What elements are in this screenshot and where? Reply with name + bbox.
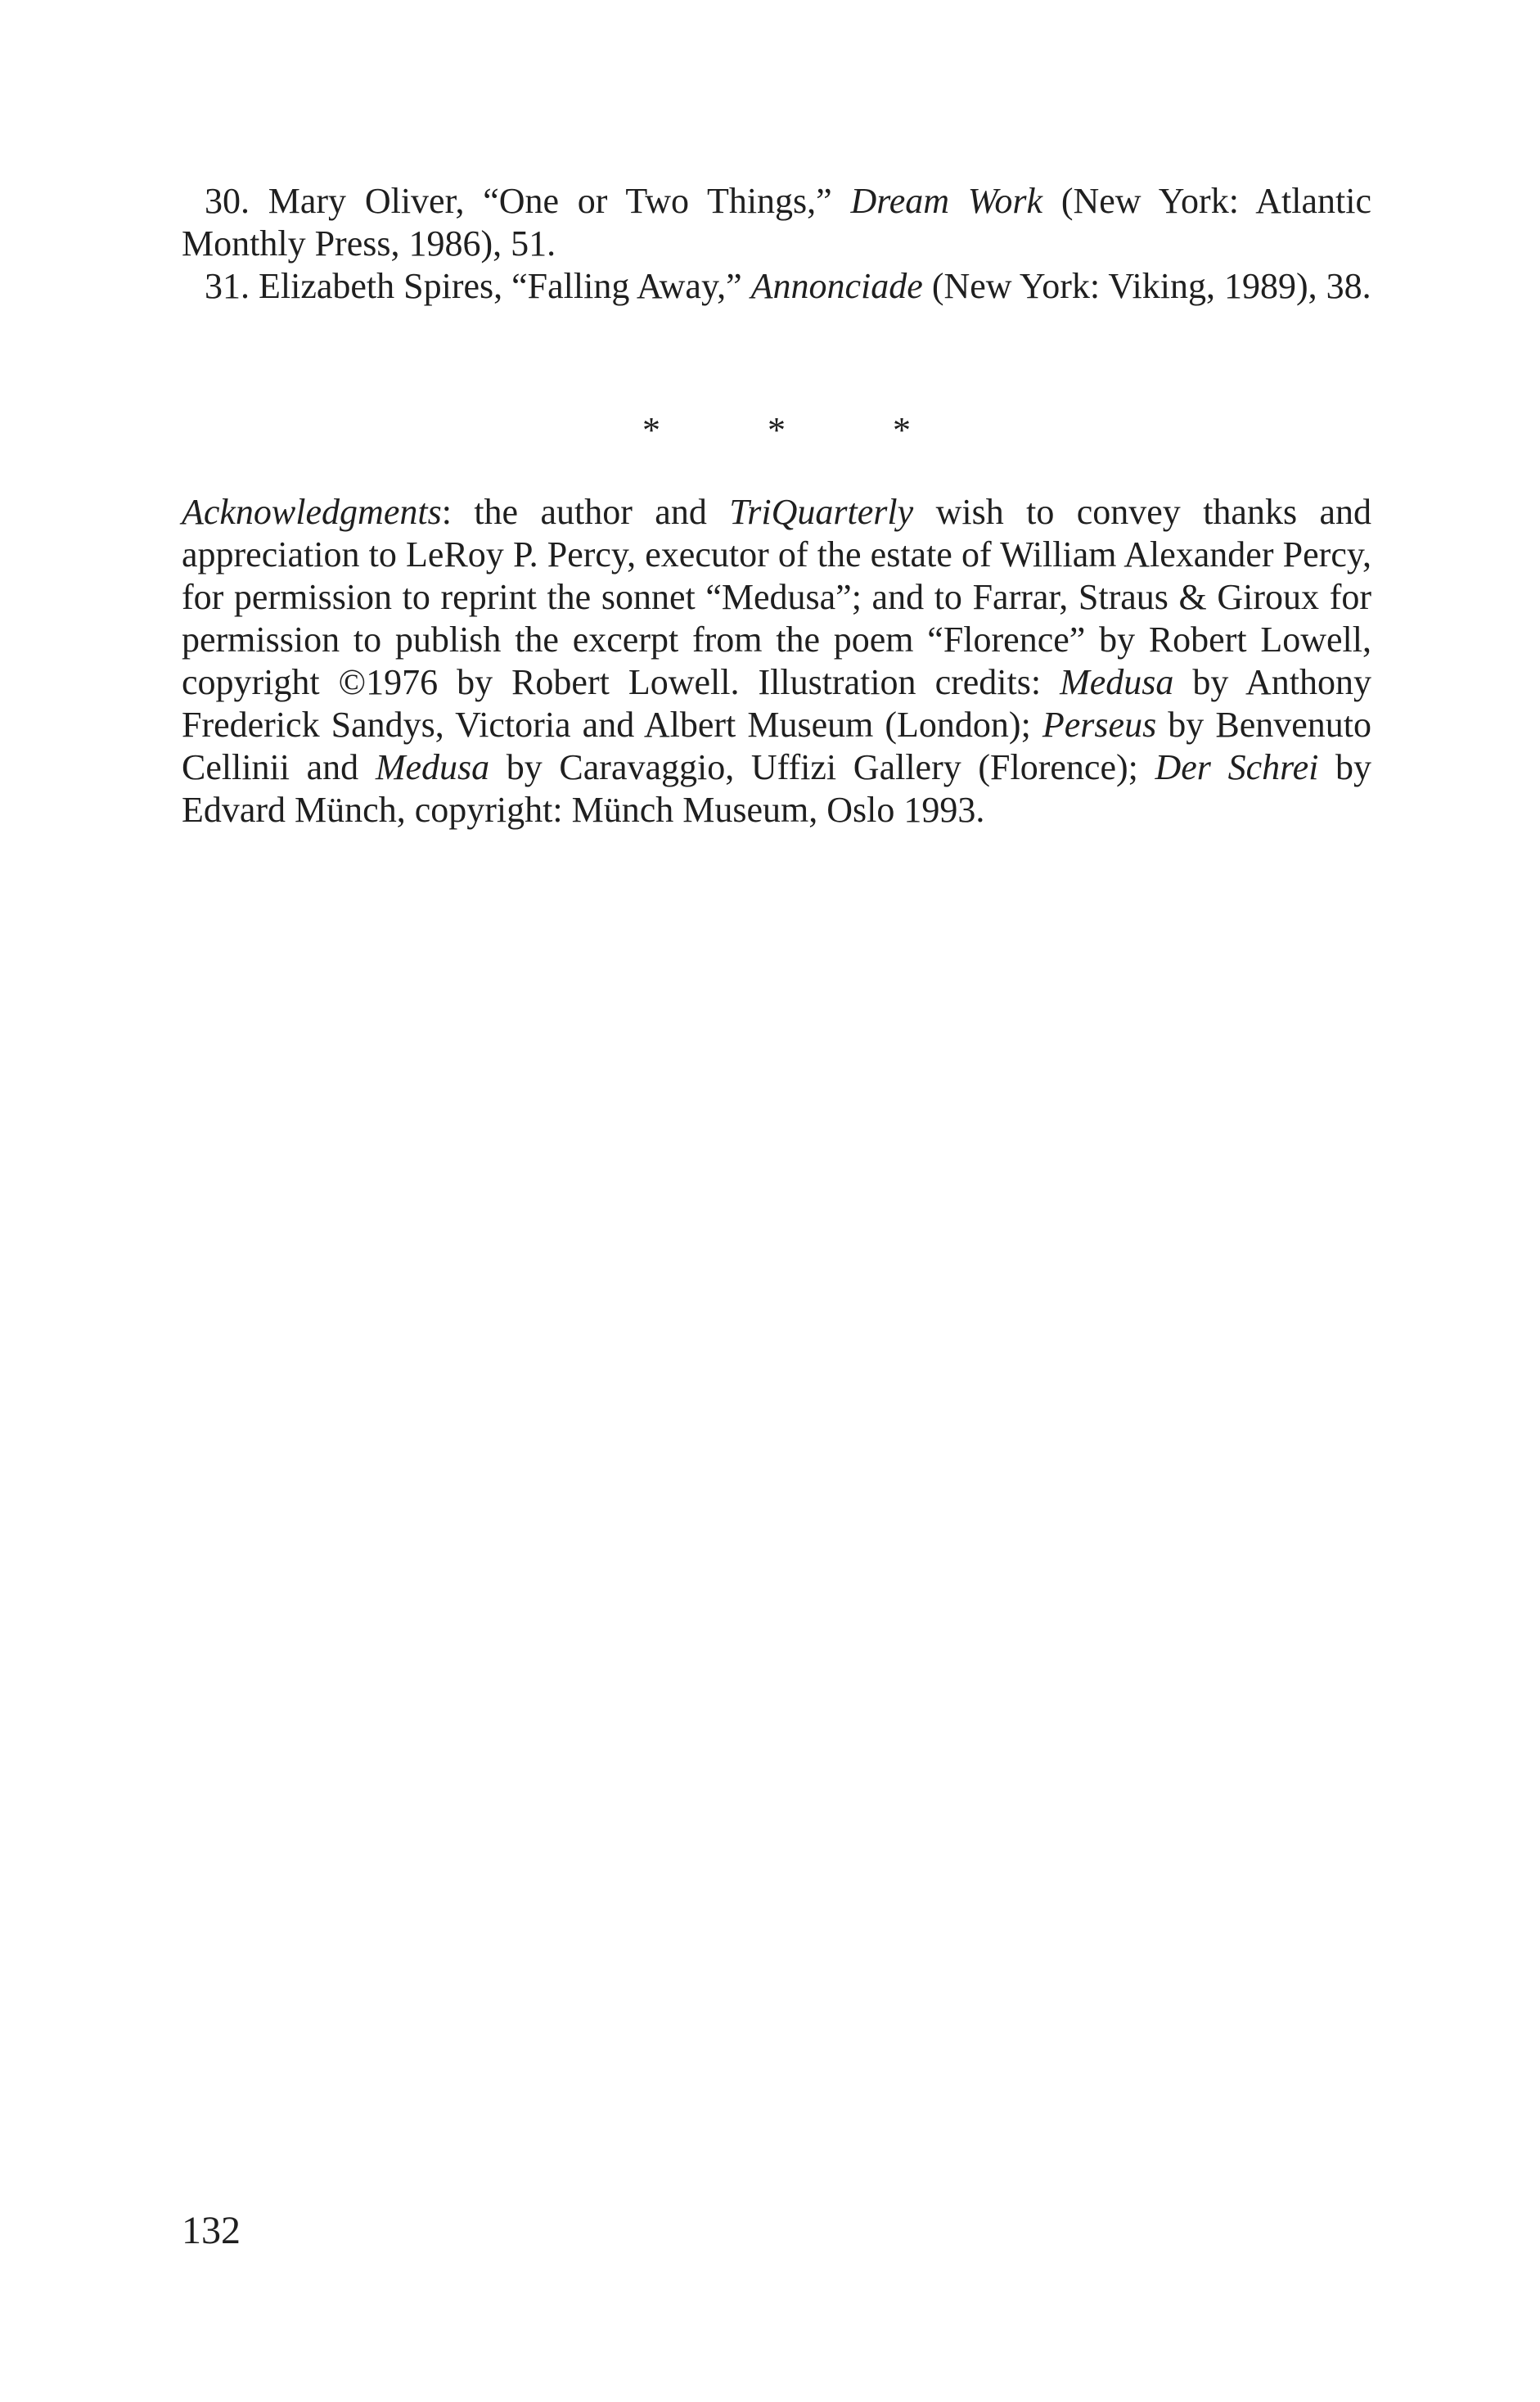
page-number: 132 (182, 2209, 241, 2252)
endnotes (182, 180, 1371, 308)
ack-italic: Der Schrei (1155, 747, 1319, 787)
ack-text: wish to convey thanks and appreciation to LeRoy P. Percy, executor of the estate of William Alexander Percy, for permission to reprint the sonnet “Medusa”; and to Farrar, Straus & Giroux for permission to publish the excerpt from the poem “Florence” by Robert Lowell, copyright ©1976 by Robert Lowell. Illustration credits: (182, 492, 1372, 702)
ack-italic: TriQuarterly (729, 492, 914, 532)
endnote-text: (New York: Atlantic Monthly Press, 1986), 51. (182, 181, 1371, 264)
acknowledgments-paragraph (182, 491, 1371, 831)
ack-italic: Perseus (1042, 705, 1157, 745)
ack-italic: Medusa (375, 747, 490, 787)
endnote-text: 31. Elizabeth Spires, “Falling Away,” (205, 266, 751, 306)
acknowledgments-label: Acknowledgments (182, 492, 442, 532)
ack-italic: Medusa (1060, 662, 1174, 702)
endnote-text: 30. Mary Oliver, “One or Two Things,” (205, 181, 851, 221)
ack-text: : the author and (441, 492, 730, 532)
section-separator: * * * (642, 410, 960, 450)
endnote-book-title: Annonciade (750, 266, 923, 306)
ack-text: by Caravaggio, Uffizi Gallery (Florence); (489, 747, 1155, 787)
acknowledgments (182, 491, 1371, 831)
endnote-book-title: Dream Work (850, 181, 1043, 221)
endnote-text: (New York: Viking, 1989), 38. (922, 266, 1371, 306)
ack-text: by Benvenuto Cellinii and (182, 705, 1371, 787)
ack-text: by Edvard Münch, copyright: Münch Museum, Oslo 1993. (182, 747, 1372, 830)
endnote-31 (182, 265, 1371, 308)
endnote-30 (182, 180, 1371, 265)
ack-text: by Anthony Frederick Sandys, Victoria and Albert Museum (London); (182, 662, 1371, 745)
